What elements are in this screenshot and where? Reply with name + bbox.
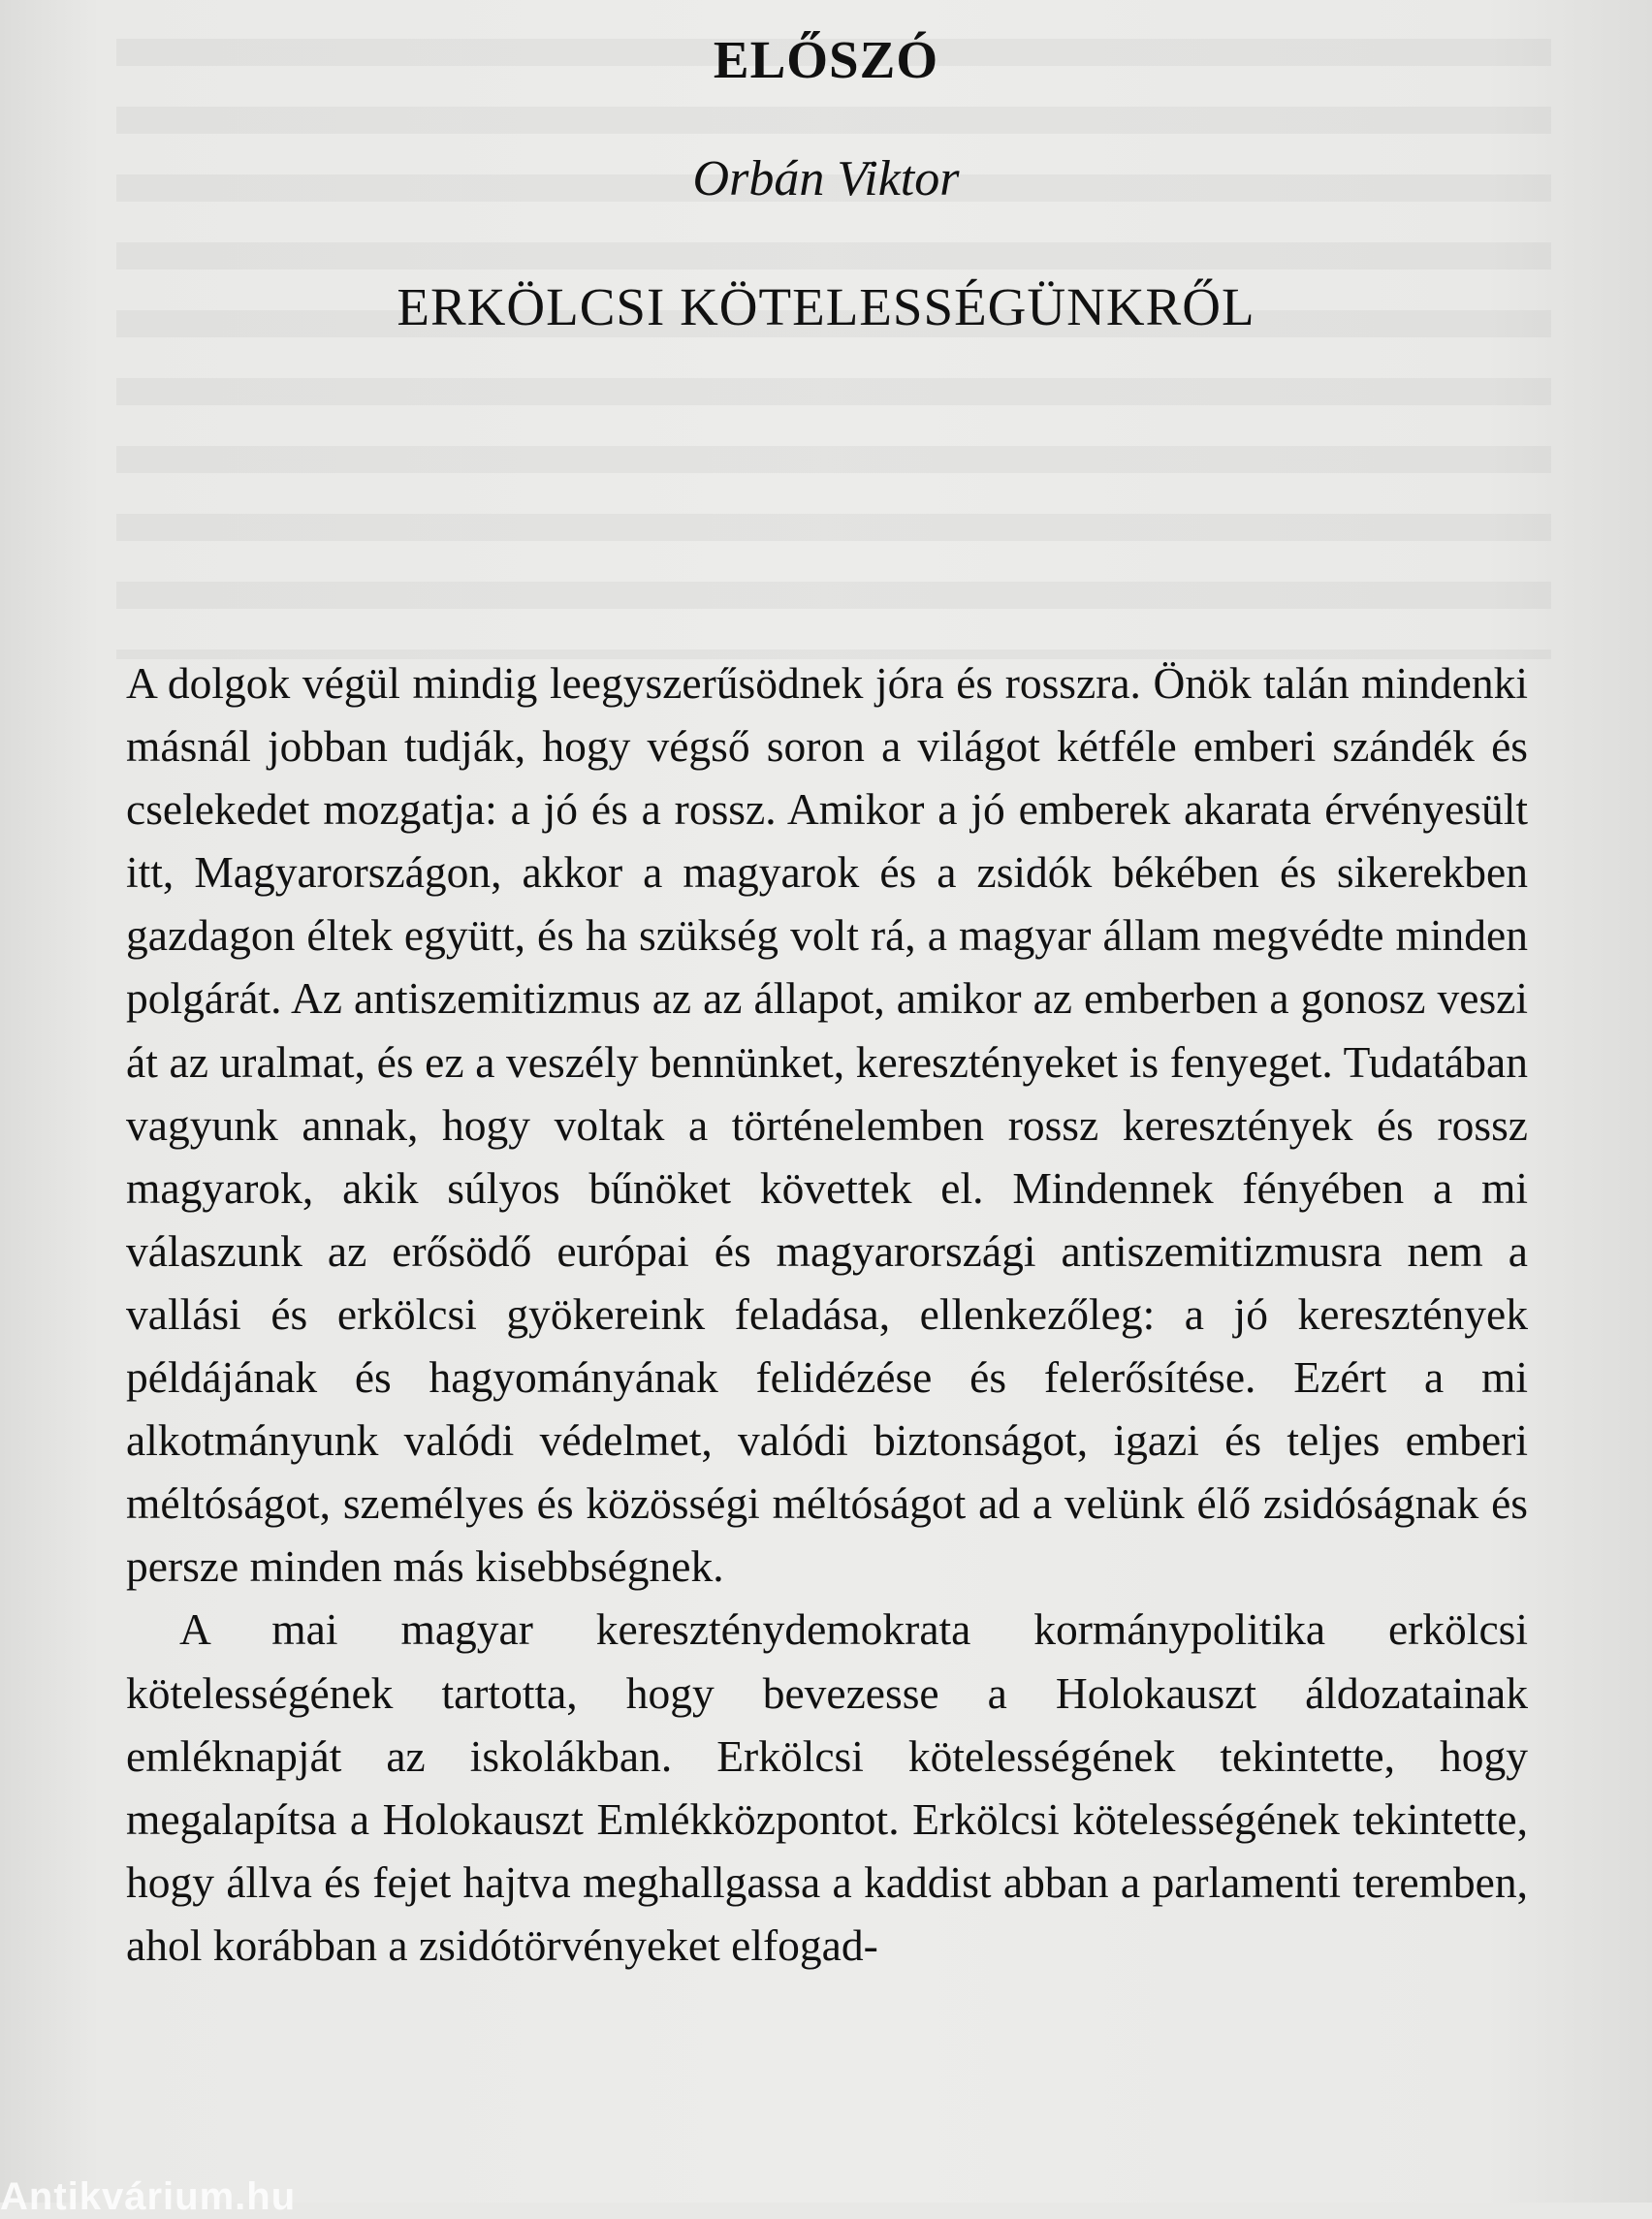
section-label: ELŐSZÓ	[713, 30, 939, 89]
article-title: ERKÖLCSI KÖTELESSÉGÜNKRŐL	[397, 277, 1255, 336]
bleed-through-text	[116, 39, 1551, 659]
body-text	[126, 651, 1528, 1977]
paragraph-2: A mai magyar kereszténydemokrata kormánypolitika erkölcsi kötelességének tartotta, hogy bevezesse a Holokauszt áldozatainak emléknapját az iskolákban. Erkölcsi kötelességének tekintette, hogy megalapítsa a Holokauszt Emlékközpontot. Erkölcsi kötelességének tekintette, hogy állva és fejet hajtva meghallgassa a kaddist abban a parlamenti teremben, ahol korábban a zsidótörvényeket elfogad-	[126, 1604, 1528, 1970]
paragraph-1: A dolgok végül mindig leegyszerűsödnek jóra és rosszra. Önök talán mindenki másnál jobban tudják, hogy végső soron a világot kétféle emberi szándék és cselekedet mozgatja: a jó és a rossz. Amikor a jó emberek akarata érvényesült itt, Magyarországon, akkor a magyarok és a zsidók békében és sikerekben gazdagon éltek együtt, és ha szükség volt rá, a magyar állam megvédte minden polgárát. Az antiszemitizmus az az állapot, amikor az emberben a gonosz veszi át az uralmat, és ez a veszély bennünket, keresztényeket is fenyeget. Tudatában vagyunk annak, hogy voltak a történelemben rossz keresztények és rossz magyarok, akik súlyos bűnöket követtek el. Mindennek fényében a mi válaszunk az erősödő európai és magyarországi antiszemitizmusra nem a vallási és erkölcsi gyökereink feladása, ellenkezőleg: a jó keresztények példájának és hagyományának felidézése és felerősítése. Ezért a mi alkotmányunk valódi védelmet, valódi biztonságot, igazi és teljes emberi méltóságot, személyes és közösségi méltóságot ad a velünk élő zsidóságnak és persze minden más kisebbségnek.	[126, 658, 1528, 1592]
author-name: Orbán Viktor	[692, 151, 960, 206]
watermark: Antikvárium.hu	[0, 2175, 297, 2218]
